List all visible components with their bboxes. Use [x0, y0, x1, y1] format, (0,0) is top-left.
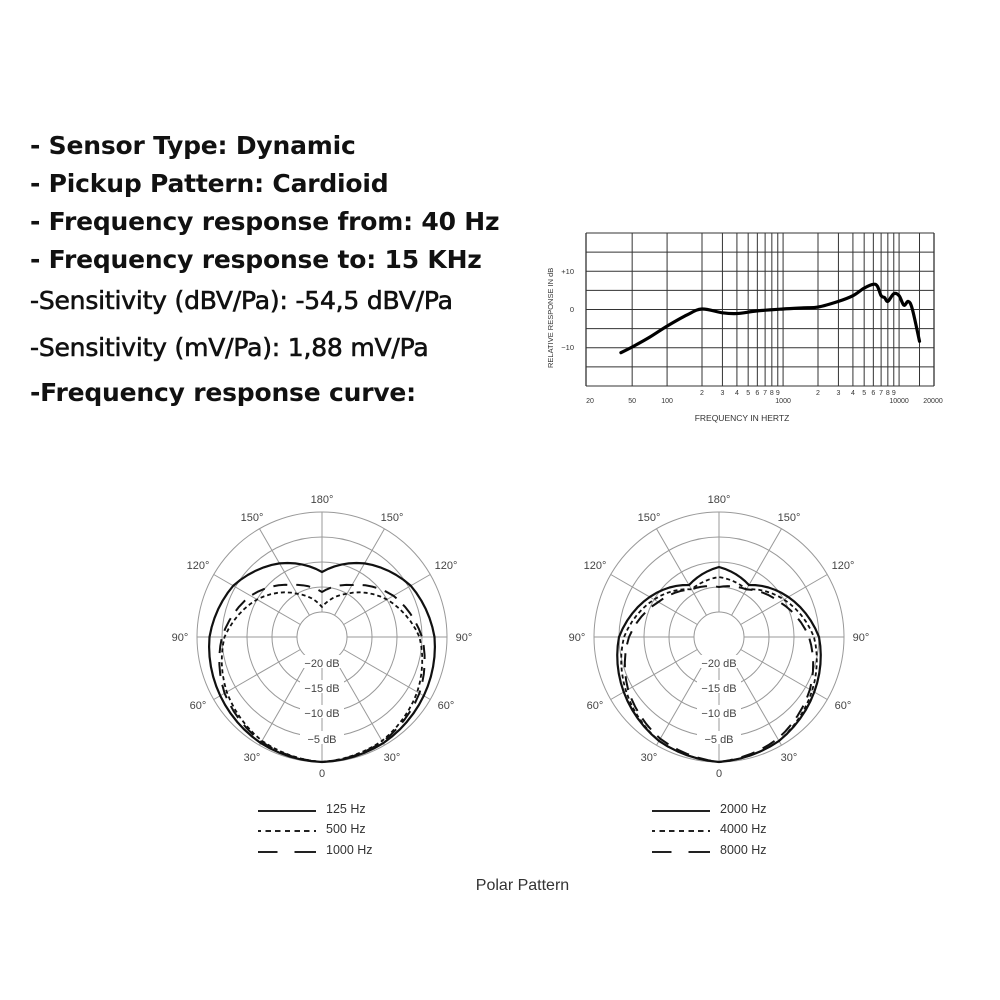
angle-label: 90°: [455, 632, 473, 644]
angle-label: 0: [318, 768, 326, 780]
angle-label: 60°: [189, 700, 207, 712]
spec-sensitivity-mv: -Sensitivity (mV/Pa): 1,88 mV/Pa: [30, 333, 429, 362]
polar-plot-high: [569, 494, 870, 780]
angle-label: 30°: [383, 752, 401, 764]
x-tick-labels: [586, 390, 943, 405]
x-axis-label: FREQUENCY IN HERTZ: [694, 413, 790, 423]
ring-label: −20 dB: [304, 658, 340, 670]
angle-label: 60°: [834, 700, 852, 712]
x-tick-label: 3: [836, 390, 841, 397]
frequency-response-curve: [621, 284, 920, 353]
x-tick-label: 6: [871, 390, 876, 397]
angle-label: 150°: [777, 512, 801, 524]
angle-label: 90°: [852, 632, 870, 644]
polar-ring: [694, 612, 744, 662]
spec-sensor-type: - Sensor Type: Dynamic: [30, 131, 356, 160]
y-axis-label: RELATIVE RESPONSE IN dB: [546, 267, 555, 368]
x-tick-label: 20: [586, 398, 594, 405]
x-tick-label: 1000: [775, 398, 791, 405]
angle-label: 180°: [310, 494, 334, 506]
x-tick-label: 7: [763, 390, 768, 397]
x-tick-label: 5: [862, 390, 867, 397]
x-tick-label: 6: [755, 390, 760, 397]
legend-item-500hz: 500 Hz: [258, 822, 418, 838]
angle-label: 30°: [243, 752, 261, 764]
x-tick-label: 8: [769, 390, 774, 397]
ring-label: −15 dB: [304, 683, 340, 695]
x-tick-label: 9: [775, 390, 780, 397]
angle-label: 90°: [568, 632, 586, 644]
angle-label: 150°: [240, 512, 264, 524]
legend-item-125hz: 125 Hz: [258, 802, 418, 818]
polar-plot-low: [172, 494, 473, 780]
angle-label: 150°: [637, 512, 661, 524]
ring-label: −5 dB: [307, 734, 337, 746]
angle-label: 150°: [380, 512, 404, 524]
x-tick-label: 5: [746, 390, 751, 397]
angle-label: 120°: [434, 560, 458, 572]
y-tick-plus10: +10: [561, 267, 574, 276]
angle-label: 60°: [586, 700, 604, 712]
dotted-line-swatch: [652, 830, 710, 832]
angle-label: 0: [715, 768, 723, 780]
x-tick-label: 7: [879, 390, 884, 397]
angle-label: 180°: [707, 494, 731, 506]
solid-line-swatch: [258, 810, 316, 812]
angle-label: 120°: [831, 560, 855, 572]
spec-pickup-pattern: - Pickup Pattern: Cardioid: [30, 169, 389, 198]
x-tick-label: 8: [885, 390, 890, 397]
x-tick-label: 2: [816, 390, 820, 397]
ring-label: −20 dB: [701, 658, 737, 670]
angle-label: 60°: [437, 700, 455, 712]
polar-pattern-caption: Polar Pattern: [475, 877, 570, 894]
ring-label: −5 dB: [704, 734, 734, 746]
x-tick-label: 20000: [923, 398, 943, 405]
spec-freq-to: - Frequency response to: 15 KHz: [30, 245, 482, 274]
x-tick-label: 3: [720, 390, 725, 397]
angle-label: 30°: [640, 752, 658, 764]
spec-frequency-curve: -Frequency response curve:: [30, 378, 416, 407]
angle-label: 90°: [171, 632, 189, 644]
polar-ring: [297, 612, 347, 662]
dashed-line-swatch: [258, 851, 316, 853]
spec-sensitivity-dbv: -Sensitivity (dBV/Pa): -54,5 dBV/Pa: [30, 286, 453, 315]
x-tick-label: 50: [628, 398, 637, 405]
angle-label: 120°: [583, 560, 607, 572]
spec-freq-from: - Frequency response from: 40 Hz: [30, 207, 500, 236]
angle-label: 120°: [186, 560, 210, 572]
x-tick-label: 2: [700, 390, 704, 397]
dotted-line-swatch: [258, 830, 316, 832]
x-tick-label: 4: [850, 390, 855, 397]
x-tick-label: 100: [661, 398, 673, 405]
legend-item-2000hz: 2000 Hz: [652, 802, 812, 818]
legend-item-8000hz: 8000 Hz: [652, 843, 812, 859]
solid-line-swatch: [652, 810, 710, 812]
ring-label: −10 dB: [701, 708, 737, 720]
x-tick-label: 4: [734, 390, 739, 397]
x-tick-label: 9: [891, 390, 896, 397]
ring-label: −15 dB: [701, 683, 737, 695]
y-tick-minus10: −10: [561, 343, 574, 352]
x-tick-label: 10000: [889, 398, 909, 405]
dashed-line-swatch: [652, 851, 710, 853]
legend-item-1000hz: 1000 Hz: [258, 843, 418, 859]
legend-item-4000hz: 4000 Hz: [652, 822, 812, 838]
angle-label: 30°: [780, 752, 798, 764]
ring-label: −10 dB: [304, 708, 340, 720]
y-tick-0: 0: [569, 305, 574, 314]
